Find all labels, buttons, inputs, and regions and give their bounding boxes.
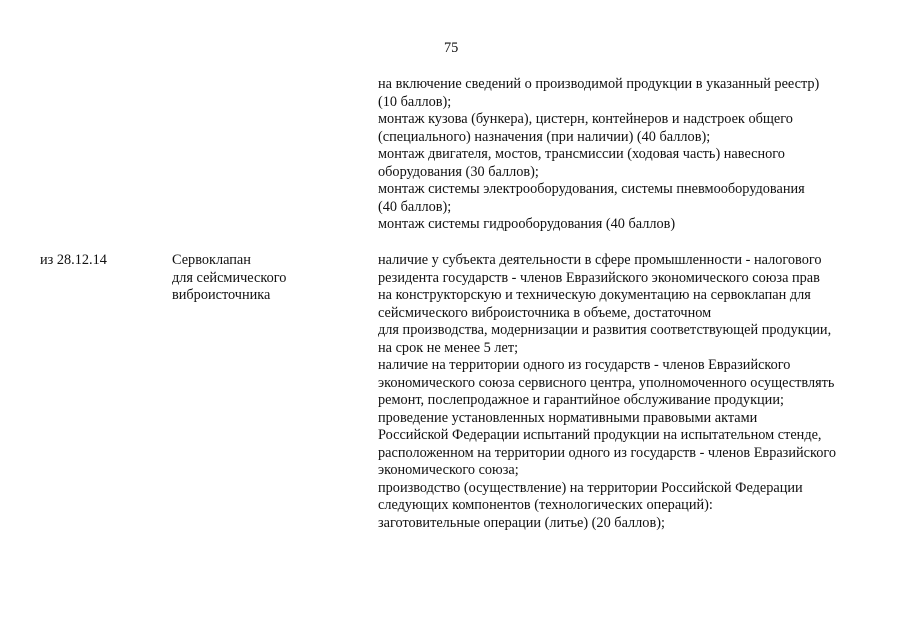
text-line: на включение сведений о производимой продукции в указанный реестр) — [378, 76, 820, 92]
text-line: резидента государств - членов Евразийского экономического союза прав — [378, 269, 820, 286]
page-number — [444, 40, 458, 57]
text-line: на срок не менее 5 лет; — [378, 339, 519, 356]
text-line: (10 баллов); — [378, 93, 452, 110]
text-line: оборудования (30 баллов); — [378, 163, 539, 180]
text-line: на конструкторскую и техническую документацию на сервоклапан для — [378, 287, 811, 303]
product-name-line: виброисточника — [172, 287, 271, 303]
text-line: расположенном на территории одного из государств - членов Евразийского — [378, 444, 837, 461]
text-line: экономического союза сервисного центра, уполномоченного осуществлять — [378, 374, 835, 391]
text-line: производство (осуществление) на территории Российской Федерации — [378, 479, 803, 496]
text-line: ремонт, послепродажное и гарантийное обслуживание продукции; — [378, 392, 784, 408]
text-line: наличие у субъекта деятельности в сфере промышленности - налогового — [378, 252, 822, 268]
text-line: (40 баллов); — [378, 198, 452, 215]
text-line: (специального) назначения (при наличии) (40 баллов); — [378, 128, 711, 145]
text-line: наличие на территории одного из государств - членов Евразийского — [378, 357, 791, 373]
product-code: из 28.12.14 — [40, 252, 107, 268]
product-name-line: для сейсмического — [172, 269, 287, 286]
text-line: для производства, модернизации и развития соответствующей продукции, — [378, 322, 832, 338]
text-line: монтаж системы гидрооборудования (40 баллов) — [378, 216, 676, 232]
text-line: следующих компонентов (технологических операций): — [378, 497, 713, 513]
text-line: Российской Федерации испытаний продукции на испытательном стенде, — [378, 427, 822, 443]
page-number-text: 75 — [444, 40, 459, 56]
product-requirements — [378, 252, 878, 532]
continuation-requirements — [378, 76, 878, 234]
text-line: проведение установленных нормативными правовыми актами — [378, 409, 758, 426]
text-line: сейсмического виброисточника в объеме, достаточном — [378, 304, 712, 321]
text-line: монтаж системы электрооборудования, системы пневмооборудования — [378, 181, 805, 197]
product-name — [172, 252, 362, 305]
text-line: экономического союза; — [378, 462, 519, 478]
product-name-line: Сервоклапан — [172, 252, 251, 268]
text-line: монтаж кузова (бункера), цистерн, контейнеров и надстроек общего — [378, 111, 793, 127]
text-line: заготовительные операции (литье) (20 баллов); — [378, 514, 665, 531]
text-line: монтаж двигателя, мостов, трансмиссии (ходовая часть) навесного — [378, 146, 785, 162]
